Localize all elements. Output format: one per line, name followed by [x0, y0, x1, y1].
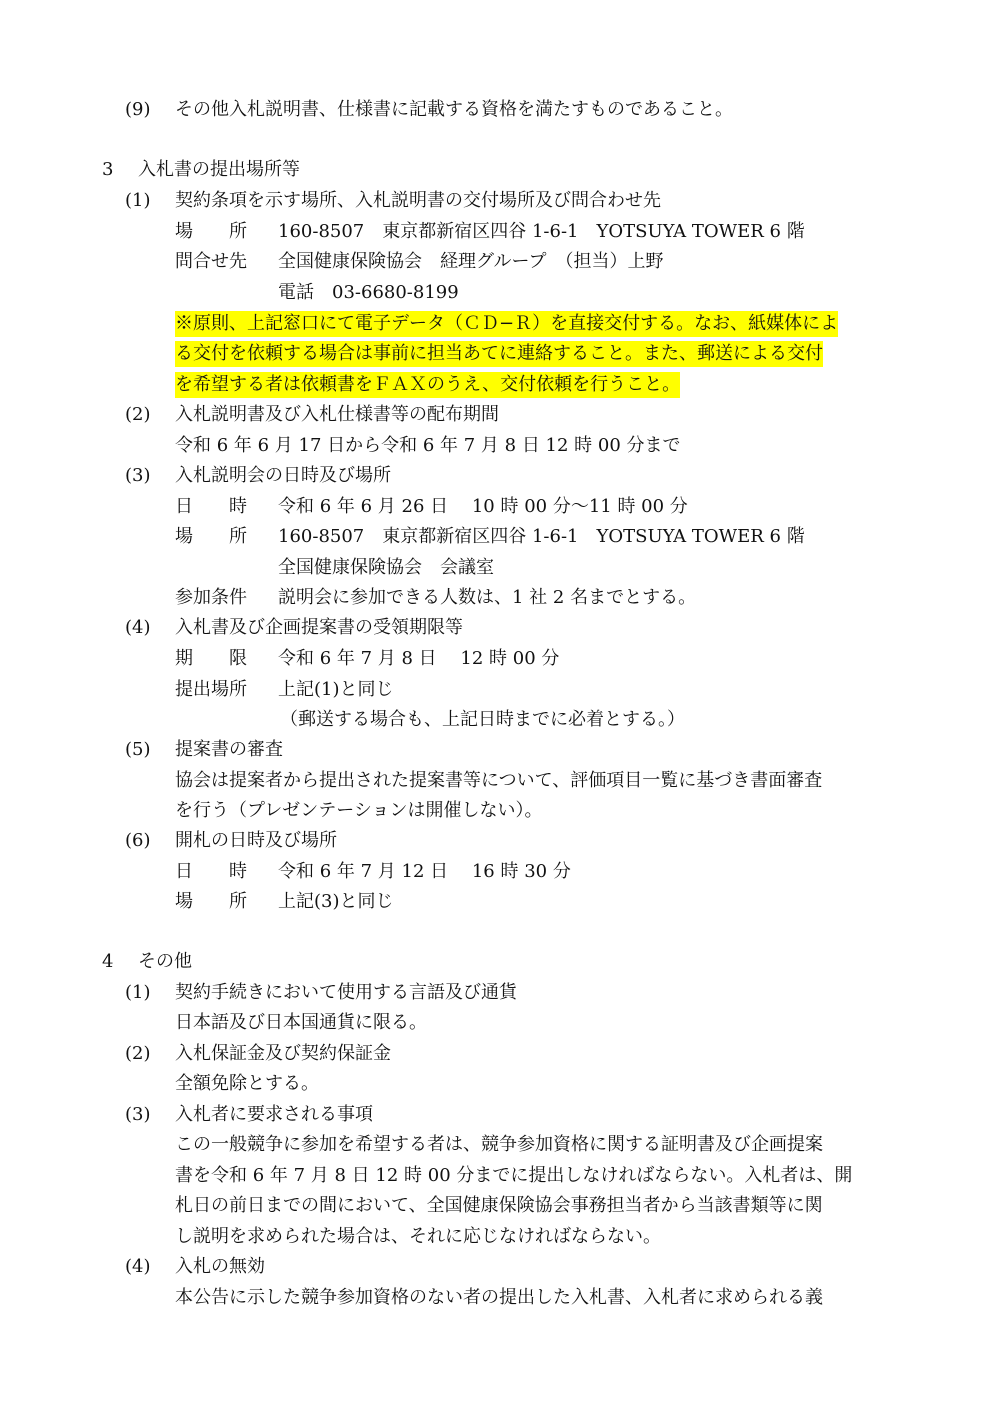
section-4-title: その他 — [138, 951, 192, 972]
s4-2-text: 全額免除とする。 — [175, 1073, 319, 1094]
s3-3-date-value: 令和 6 年 6 月 26 日 10 時 00 分〜11 時 00 分 — [278, 496, 688, 517]
s4-3-text-line-2: 書を令和 6 年 7 月 8 日 12 時 00 分までに提出しなければならない。入札者は、開 — [175, 1165, 853, 1186]
item-9-text: その他入札説明書、仕様書に記載する資格を満たすものであること。 — [175, 99, 733, 120]
s4-1-title: 契約手続きにおいて使用する言語及び通貨 — [175, 982, 517, 1003]
item-9-number: (9) — [125, 99, 151, 120]
s3-1-note-line-3: を希望する者は依頼書をＦＡＸのうえ、交付依頼を行うこと。 — [175, 372, 680, 398]
s4-3-title: 入札者に要求される事項 — [175, 1104, 373, 1125]
s3-4-deadline-label: 期 限 — [175, 648, 247, 669]
s3-1-note-line-1: ※原則、上記窓口にて電子データ（ＣＤ−Ｒ）を直接交付する。なお、紙媒体によ — [175, 311, 838, 337]
s3-4-deadline-value: 令和 6 年 7 月 8 日 12 時 00 分 — [278, 648, 560, 669]
section-3-title: 入札書の提出場所等 — [138, 159, 300, 180]
s3-6-number: (6) — [125, 830, 151, 851]
s4-2-number: (2) — [125, 1043, 151, 1064]
s3-4-submit-value: 上記(1)と同じ — [278, 679, 394, 700]
s3-4-submit-label: 提出場所 — [175, 679, 247, 700]
s3-1-phone: 電話 03-6680-8199 — [278, 282, 459, 303]
s4-3-number: (3) — [125, 1104, 151, 1125]
s3-4-submit-note: （郵送する場合も、上記日時までに必着とする。） — [280, 709, 685, 730]
s3-5-text-line-2: を行う（プレゼンテーションは開催しない）。 — [175, 800, 543, 821]
s4-1-number: (1) — [125, 982, 151, 1003]
s3-2-value: 令和 6 年 6 月 17 日から令和 6 年 7 月 8 日 12 時 00 分まで — [175, 435, 681, 456]
s3-1-number: (1) — [125, 190, 151, 211]
s4-4-title: 入札の無効 — [175, 1256, 265, 1277]
section-4-number: 4 — [102, 951, 114, 972]
s4-2-title: 入札保証金及び契約保証金 — [175, 1043, 391, 1064]
s3-5-text-line-1: 協会は提案者から提出された提案書等について、評価項目一覧に基づき書面審査 — [175, 770, 823, 791]
s3-6-date-label: 日 時 — [175, 861, 247, 882]
s4-4-number: (4) — [125, 1256, 151, 1277]
s3-2-title: 入札説明書及び入札仕様書等の配布期間 — [175, 404, 499, 425]
s3-3-place-value: 160-8507 東京都新宿区四谷 1-6-1 YOTSUYA TOWER 6 階 — [278, 526, 805, 547]
s4-3-text-line-4: し説明を求められた場合は、それに応じなければならない。 — [175, 1226, 661, 1247]
s3-6-place-value: 上記(3)と同じ — [278, 891, 394, 912]
s3-3-title: 入札説明会の日時及び場所 — [175, 465, 391, 486]
s4-3-text-line-3: 札日の前日までの間において、全国健康保険協会事務担当者から当該書類等に関 — [175, 1195, 823, 1216]
s3-1-note-line-2: る交付を依頼する場合は事前に担当あてに連絡すること。また、郵送による交付 — [175, 341, 823, 367]
s3-2-number: (2) — [125, 404, 151, 425]
s3-3-date-label: 日 時 — [175, 496, 247, 517]
s3-1-place-label: 場 所 — [175, 221, 247, 242]
s3-1-place-value: 160-8507 東京都新宿区四谷 1-6-1 YOTSUYA TOWER 6 階 — [278, 221, 805, 242]
s3-1-contact-label: 問合せ先 — [175, 251, 247, 272]
s3-1-title: 契約条項を示す場所、入札説明書の交付場所及び問合わせ先 — [175, 190, 661, 211]
s3-6-place-label: 場 所 — [175, 891, 247, 912]
s3-1-contact-value: 全国健康保険協会 経理グループ （担当）上野 — [278, 251, 664, 272]
s3-3-cond-label: 参加条件 — [175, 587, 247, 608]
s4-3-text-line-1: この一般競争に参加を希望する者は、競争参加資格に関する証明書及び企画提案 — [175, 1134, 823, 1155]
s3-4-title: 入札書及び企画提案書の受領期限等 — [175, 617, 463, 638]
s3-3-place-value-2: 全国健康保険協会 会議室 — [278, 557, 494, 578]
s3-6-title: 開札の日時及び場所 — [175, 830, 337, 851]
s3-3-place-label: 場 所 — [175, 526, 247, 547]
s3-6-date-value: 令和 6 年 7 月 12 日 16 時 30 分 — [278, 861, 571, 882]
s3-3-number: (3) — [125, 465, 151, 486]
s3-4-number: (4) — [125, 617, 151, 638]
s3-5-number: (5) — [125, 739, 151, 760]
s3-5-title: 提案書の審査 — [175, 739, 283, 760]
section-3-number: 3 — [102, 159, 114, 180]
s4-1-text: 日本語及び日本国通貨に限る。 — [175, 1012, 427, 1033]
s4-4-text-line-1: 本公告に示した競争参加資格のない者の提出した入札書、入札者に求められる義 — [175, 1287, 823, 1308]
s3-3-cond-value: 説明会に参加できる人数は、1 社 2 名までとする。 — [278, 587, 697, 608]
